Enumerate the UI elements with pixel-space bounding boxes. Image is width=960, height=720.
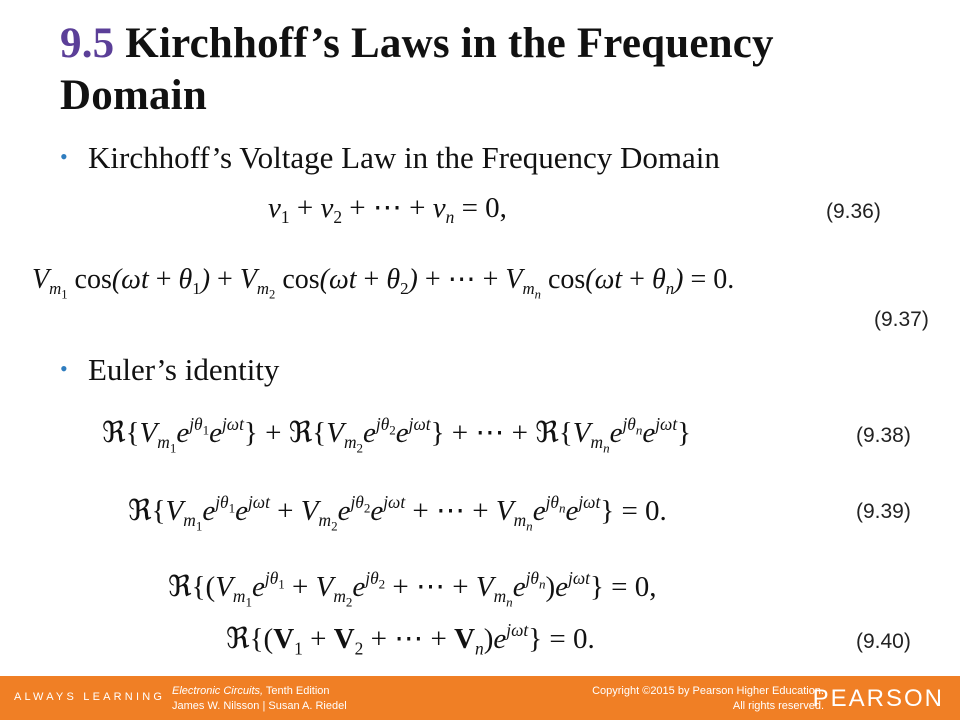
book-authors: James W. Nilsson | Susan A. Riedel <box>172 700 347 712</box>
equation-9-40-line2: $ℜ\{(V_1 + V_2$ + ⋯ + $V_n)e^{j\omega t}\} = 0$. <box>226 620 595 659</box>
equation-number: (9.37) <box>874 308 929 331</box>
book-edition: Tenth Edition <box>263 685 330 697</box>
section-title: Kirchhoff’s Laws in the Frequency Domain <box>60 20 774 119</box>
copyright-line2: All rights reserved. <box>732 700 824 712</box>
equation-9-39: $ℜ\{V_{m_1}e^{j\theta_1}e^{j\omega t} + V_{m_2}e^{j\theta_2}e^{j\omega t}$ + ⋯ + $V_{m_n}e^{j\theta_n}e^{j\omega t}\} = 0$. <box>128 492 667 534</box>
equation-number: (9.38) <box>856 424 911 447</box>
equation-9-36: $v_1 + v_2$ + ⋯ + $v_n = 0$, <box>268 192 507 228</box>
footer-tagline: ALWAYS LEARNING <box>14 691 166 703</box>
bullet-euler <box>60 352 279 388</box>
bullet-text: Euler’s identity <box>88 352 280 387</box>
footer-copyright <box>592 684 824 714</box>
equation-number: (9.40) <box>856 630 911 653</box>
book-title: Electronic Circuits, <box>172 685 264 697</box>
copyright-line1: Copyright ©2015 by Pearson Higher Education. <box>592 685 824 697</box>
pearson-logo: PEARSON <box>812 685 944 712</box>
page-title <box>60 18 920 122</box>
bullet-kvl <box>60 140 720 176</box>
equation-number: (9.39) <box>856 500 911 523</box>
equation-9-40-line1: $ℜ\{(V_{m_1}e^{j\theta_1} + V_{m_2}e^{j\theta_2}$ + ⋯ + $V_{m_n}e^{j\theta_n})e^{j\omega t}\} = 0$, <box>168 568 657 610</box>
bullet-icon: • <box>60 356 68 381</box>
section-number: 9.5 <box>60 20 115 67</box>
footer-bar <box>0 676 960 720</box>
equation-9-37: $V_{m_1}$ $\cos(\omega t + \theta_1) + V_{m_2}$ $\cos(\omega t + \theta_2)$ + ⋯ + $V_{m_n}$ $\cos(\omega t + \theta_n) = 0$. <box>32 264 735 302</box>
bullet-text: Kirchhoff’s Voltage Law in the Frequency Domain <box>88 140 720 175</box>
equation-number: (9.36) <box>826 200 881 223</box>
equation-9-38: $ℜ\{V_{m_1}e^{j\theta_1}e^{j\omega t}\}$ + $ℜ\{V_{m_2}e^{j\theta_2}e^{j\omega t}\}$ + ⋯ + $ℜ\{V_{m_n}e^{j\theta_n}e^{j\omega t}\}$ <box>102 414 692 456</box>
footer-book-info <box>172 684 347 714</box>
bullet-icon: • <box>60 144 68 169</box>
